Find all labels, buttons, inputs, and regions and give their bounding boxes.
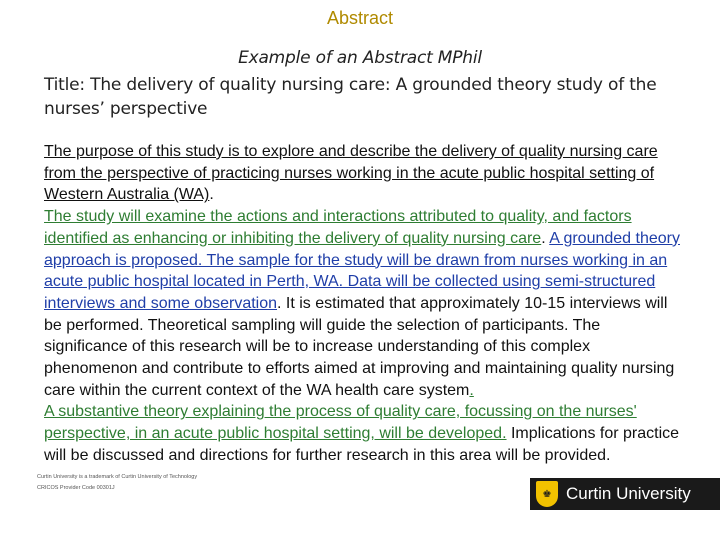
- logo-text: Curtin University: [566, 484, 691, 503]
- abstract-paragraph: [44, 401, 680, 466]
- slide-title: Abstract: [326, 8, 394, 28]
- crest-icon: ♚: [536, 481, 558, 507]
- abstract-paragraph: [44, 141, 680, 206]
- significance-sentence: It is estimated that approximately 10-15 interviews will be performed. Theoretical sampling will guide the selection of participants. The significance of this research will be to increase understanding of this complex phenomenon and contribute to efforts aimed at improving and maintaining quality nursing care within the current context of the WA health care system: [44, 294, 675, 399]
- aims-sentence: The study will examine the actions and interactions attributed to quality, and factors identified as enhancing or inhibiting the delivery of quality nursing care: [44, 208, 632, 247]
- methods-sentence: A grounded theory approach is proposed. The sample for the study will be drawn from nurses working in an acute public hospital located in Perth, WA. Data will be collected using semi-structured interviews and some observation: [44, 229, 680, 312]
- curtin-logo: [530, 478, 720, 510]
- outcome-sentence: A substantive theory explaining the process of quality care, focussing on the nurses' perspective, in an acute public hospital setting, will be developed.: [44, 403, 637, 443]
- abstract-subtitle: Example of an Abstract MPhil: [238, 48, 482, 68]
- thesis-title: Title: The delivery of quality nursing care: A grounded theory study of the nurses’ perspective: [44, 75, 657, 119]
- abstract-paragraph: [44, 206, 680, 401]
- implications-sentence: Implications for practice will be discussed and directions for further research in this area will be provided.: [44, 425, 680, 464]
- aims-period: .: [541, 229, 546, 247]
- purpose-period: .: [209, 186, 214, 204]
- footer-cricos: CRICOS Provider Code 00301J: [37, 485, 115, 491]
- methods-period: .: [277, 294, 282, 312]
- footer-trademark: Curtin University is a trademark of Curtin University of Technology: [37, 474, 198, 480]
- significance-period: .: [469, 381, 474, 399]
- footer-legal: [37, 472, 277, 494]
- purpose-sentence: The purpose of this study is to explore and describe the delivery of quality nursing care from the perspective of practicing nurses working in the acute public hospital setting of Western Australia (WA): [44, 143, 658, 204]
- abstract-body: [44, 141, 680, 467]
